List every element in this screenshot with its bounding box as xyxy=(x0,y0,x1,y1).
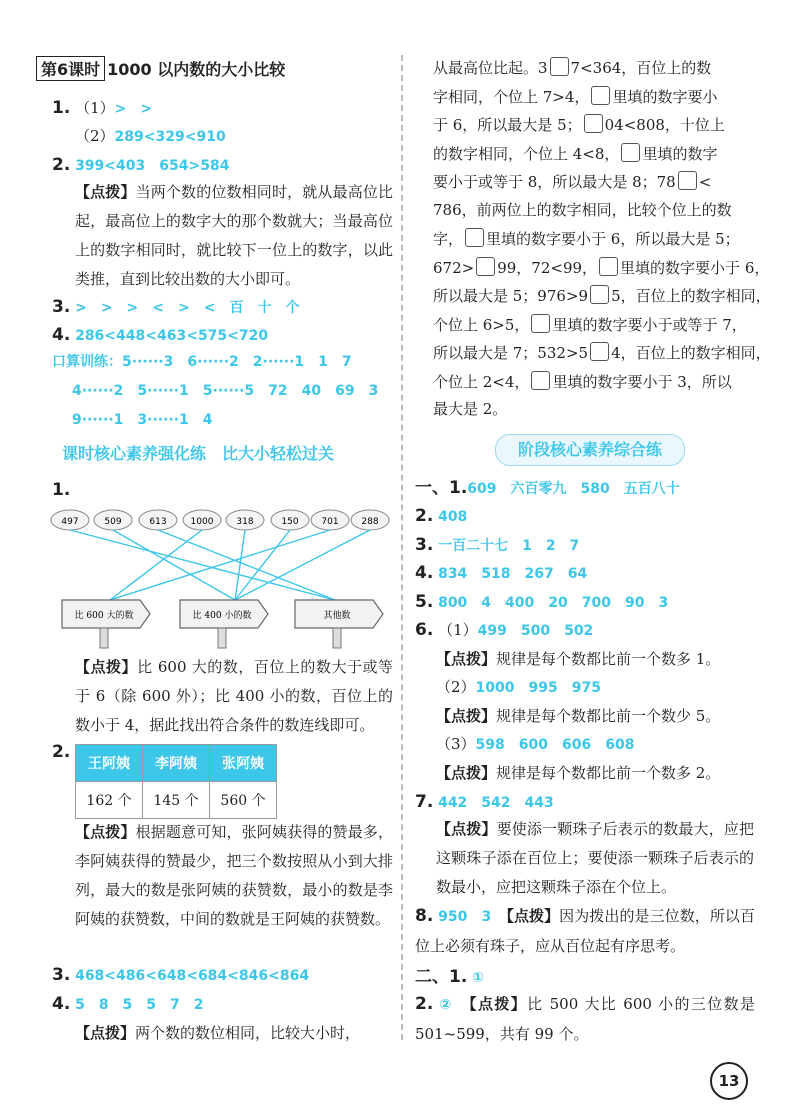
p2-number: 2. xyxy=(415,506,434,526)
p6-1-label: （1） xyxy=(438,621,478,639)
s3-answer: 468<486<648<684<846<864 xyxy=(75,968,310,984)
sign-label: 比 400 小的数 xyxy=(192,611,252,621)
q2-1-number: 二、1. xyxy=(415,967,468,987)
p5-answer: 800 4 400 20 700 90 3 xyxy=(438,595,669,611)
p7-tip xyxy=(436,815,754,902)
q2-number: 2. xyxy=(52,155,71,175)
balloon-number: 1000 xyxy=(190,517,214,527)
q2-2-answer: ② xyxy=(439,997,453,1013)
cont-line-5 xyxy=(433,171,711,192)
cont-text: 字相同，个位上 7>4， xyxy=(433,88,590,106)
balloon-number: 701 xyxy=(321,517,339,527)
p3-line xyxy=(415,535,579,556)
p3-answer: 一百二十七 1 2 7 xyxy=(438,538,580,554)
balloon-number: 318 xyxy=(236,517,254,527)
q1-line1 xyxy=(52,98,152,119)
table-header-cell: 张阿姨 xyxy=(210,745,277,782)
p6-3-tip-text: 规律是每个数都比前一个数多 2。 xyxy=(496,764,721,782)
p6-3-line xyxy=(436,734,634,755)
tip-label: 【点拨】 xyxy=(75,183,136,201)
blank-box xyxy=(531,314,550,333)
q2-2-line xyxy=(415,990,755,1049)
p6-line xyxy=(415,620,593,641)
cont-line-13: 最大是 2。 xyxy=(433,400,508,418)
p3-number: 3. xyxy=(415,535,434,555)
q2-tip xyxy=(75,178,393,294)
balloon xyxy=(51,510,89,530)
cont-text: 04<808，十位上 xyxy=(604,116,725,134)
balloon-number: 150 xyxy=(281,517,299,527)
lesson-heading: 1000 以内数的大小比较 xyxy=(107,60,286,79)
p1-number: 一、1. xyxy=(415,478,468,498)
q1-number: 1. xyxy=(52,98,71,118)
q2-2-number: 2. xyxy=(415,994,434,1014)
cont-text: 里填的数字要小于或等于 7， xyxy=(552,316,747,334)
p2-line xyxy=(415,506,467,527)
p7-number: 7. xyxy=(415,792,434,812)
p6-2-line xyxy=(436,677,601,698)
cont-text: 个位上 6>5， xyxy=(433,316,530,334)
blank-box xyxy=(590,342,609,361)
p4-answer: 834 518 267 64 xyxy=(438,566,588,582)
p6-3-answer: 598 600 606 608 xyxy=(475,737,635,753)
s3-line xyxy=(52,965,309,986)
p8-number: 8. xyxy=(415,906,434,926)
p6-1-answer: 499 500 502 xyxy=(477,623,594,639)
q4-line xyxy=(52,325,268,346)
tip-label: 【点拨】 xyxy=(469,995,528,1013)
cont-line-4 xyxy=(433,143,717,164)
s2-tip-text: 根据题意可知，张阿姨获得的赞最多，李阿姨获得的赞最少，把三个数按照从小到大排列，最大的数是张阿姨的获赞数，最小的数是李阿姨的获赞数，中间的数就是王阿姨的获赞数。 xyxy=(75,823,393,928)
cont-text: 个位上 2<4， xyxy=(433,373,530,391)
cont-text: 所以最大是 7；532>5 xyxy=(433,344,589,362)
sign-label: 其他数 xyxy=(323,611,351,621)
oral-answers-1: 5······3 6······2 2······1 1 7 xyxy=(122,354,352,370)
praise-table xyxy=(75,744,277,819)
p1-answer: 609 六百零九 580 五百八十 xyxy=(467,481,680,497)
p8-line xyxy=(415,902,755,961)
s1-tip-text: 比 600 大的数，百位上的数大于或等于 6（除 600 外）；比 400 小的数，百位上的数小于 4，据此找出符合条件的数连线即可。 xyxy=(75,658,393,734)
cont-line-11 xyxy=(433,342,771,363)
table-header-cell: 王阿姨 xyxy=(76,745,143,782)
cont-text: 里填的数字要小于 6， xyxy=(620,259,770,277)
q2-1-answer: ① xyxy=(472,970,484,986)
oral-line3: 9······1 3······1 4 xyxy=(72,412,213,428)
matching-illustration xyxy=(50,500,390,652)
s2-tip xyxy=(75,818,393,934)
cont-line-9 xyxy=(433,285,771,306)
s4-line xyxy=(52,994,204,1015)
cont-line-10 xyxy=(433,314,747,335)
p7-tip-text: 要使添一颗珠子后表示的数最大，应把这颗珠子添在百位上；要使添一颗珠子后表示的数最小，应把这颗珠子添在个位上。 xyxy=(436,820,754,896)
p6-3-tip xyxy=(436,763,720,783)
cont-text: 5，百位上的数字相同， xyxy=(611,287,771,305)
balloon-number: 509 xyxy=(104,517,122,527)
q3-number: 3. xyxy=(52,297,71,317)
balloon-number: 288 xyxy=(361,517,379,527)
s3-number: 3. xyxy=(52,965,71,985)
p5-line xyxy=(415,592,668,613)
cont-text: 里填的数字要小 xyxy=(612,88,718,106)
cont-line-1 xyxy=(433,57,711,78)
blank-box xyxy=(584,114,603,133)
blank-box xyxy=(531,371,550,390)
balloon xyxy=(311,510,349,530)
cont-text: 672> xyxy=(433,259,475,277)
p1-line xyxy=(415,478,680,499)
s4-tip-text: 两个数的数位相同，比较大小时， xyxy=(135,1024,361,1042)
tip-label: 【点拨】 xyxy=(506,907,560,925)
cont-text: 于 6，所以最大是 5； xyxy=(433,116,582,134)
q2-tip-text: 当两个数的位数相同时，就从最高位比起，最高位上的数字大的那个数就大；当最高位上的数字相同时，就比较下一位上的数字，以此类推，直到比较出数的大小即可。 xyxy=(75,183,393,288)
blank-box xyxy=(599,257,618,276)
blank-box xyxy=(621,143,640,162)
s2-line xyxy=(52,742,70,762)
p4-number: 4. xyxy=(415,563,434,583)
table-cell: 162 个 xyxy=(76,782,143,819)
table-header-cell: 李阿姨 xyxy=(143,745,210,782)
q3-line xyxy=(52,297,299,318)
q1-line2 xyxy=(75,126,226,147)
sign-board xyxy=(180,600,268,648)
oral-line2: 4······2 5······1 5······5 72 40 69 3 xyxy=(72,383,379,399)
stage-title: 阶段核心素养综合练 xyxy=(495,434,685,466)
s1-tip xyxy=(75,653,393,740)
cont-text: 里填的数字要小于 3，所以 xyxy=(552,373,732,391)
q2-answer: 399<403 654>584 xyxy=(75,158,230,174)
q1-2-answer: 289<329<910 xyxy=(114,129,226,145)
p6-2-label: （2） xyxy=(436,678,476,696)
p2-answer: 408 xyxy=(438,509,468,525)
p6-2-tip xyxy=(436,706,720,726)
tip-label: 【点拨】 xyxy=(436,650,497,668)
cont-line-12 xyxy=(433,371,732,392)
cont-text: < xyxy=(698,173,712,191)
p6-1-tip xyxy=(436,649,720,669)
q1-1-label: （1） xyxy=(75,99,115,117)
p6-3-label: （3） xyxy=(436,735,476,753)
tip-label: 【点拨】 xyxy=(75,658,138,676)
p8-answer: 950 3 xyxy=(438,909,492,925)
s4-tip xyxy=(75,1023,360,1043)
cont-line-2 xyxy=(433,86,717,107)
cont-text: 4，百位上的数字相同， xyxy=(611,344,771,362)
section-title: 课时核心素养强化练 比大小轻松过关 xyxy=(62,444,335,463)
cont-text: 从最高位比起。3 xyxy=(433,59,548,77)
blank-box xyxy=(591,86,610,105)
cont-text: 所以最大是 5；976>9 xyxy=(433,287,589,305)
sign-board xyxy=(62,600,150,648)
tip-label: 【点拨】 xyxy=(436,707,497,725)
balloon xyxy=(183,510,221,530)
page-number: 13 xyxy=(710,1062,748,1100)
cont-text: 的数字相同，个位上 4<8， xyxy=(433,145,620,163)
q1-2-label: （2） xyxy=(75,127,115,145)
q2-2-tip-text: 比 500 大比 600 小的三位数是 501~599，共有 99 个。 xyxy=(415,995,755,1043)
q2-1-line xyxy=(415,967,484,988)
lesson-number-box: 第6课时 xyxy=(36,56,105,81)
cont-line-3 xyxy=(433,114,725,135)
p6-number: 6. xyxy=(415,620,434,640)
balloon xyxy=(271,510,309,530)
s1-line xyxy=(52,480,70,500)
cont-text: 里填的数字 xyxy=(642,145,718,163)
p7-line xyxy=(415,792,554,813)
blank-box xyxy=(476,257,495,276)
tip-label: 【点拨】 xyxy=(75,1024,136,1042)
balloon xyxy=(226,510,264,530)
cont-line-7 xyxy=(433,228,740,249)
blank-box xyxy=(465,228,484,247)
tip-label: 【点拨】 xyxy=(436,764,497,782)
q3-answer: > > > < > < 百 十 个 xyxy=(75,300,300,316)
s4-number: 4. xyxy=(52,994,71,1014)
balloon-number: 613 xyxy=(149,517,167,527)
table-cell: 560 个 xyxy=(210,782,277,819)
q1-1-answer: > > xyxy=(114,101,153,117)
oral-label: 口算训练： xyxy=(52,354,122,370)
sign-label: 比 600 大的数 xyxy=(74,611,134,621)
oral-line1 xyxy=(52,352,352,372)
balloon xyxy=(351,510,389,530)
cont-text: 里填的数字要小于 6，所以最大是 5； xyxy=(486,230,740,248)
cont-text: 字， xyxy=(433,230,464,248)
q4-number: 4. xyxy=(52,325,71,345)
blank-box xyxy=(678,171,697,190)
s1-number: 1. xyxy=(52,480,71,500)
cont-line-8 xyxy=(433,257,769,278)
cont-text: 要小于或等于 8，所以最大是 8；78 xyxy=(433,173,676,191)
p7-answer: 442 542 443 xyxy=(438,795,554,811)
p6-2-tip-text: 规律是每个数都比前一个数少 5。 xyxy=(496,707,721,725)
p6-2-answer: 1000 995 975 xyxy=(475,680,601,696)
cont-text: 99，72<99， xyxy=(497,259,598,277)
column-divider xyxy=(401,55,403,1040)
s2-number: 2. xyxy=(52,742,71,762)
balloon xyxy=(94,510,132,530)
p4-line xyxy=(415,563,587,584)
blank-box xyxy=(590,285,609,304)
q4-answer: 286<448<463<575<720 xyxy=(75,328,269,344)
p6-1-tip-text: 规律是每个数都比前一个数多 1。 xyxy=(496,650,721,668)
p5-number: 5. xyxy=(415,592,434,612)
tip-label: 【点拨】 xyxy=(436,820,497,838)
p8-tip-text: 因为拨出的是三位数，所以百位上必须有珠子，应从百位起有序思考。 xyxy=(415,907,755,955)
balloon-number: 497 xyxy=(61,517,79,527)
blank-box xyxy=(550,57,569,76)
sign-board xyxy=(295,600,383,648)
cont-line-6: 786，前两位上的数字相同，比较个位上的数 xyxy=(433,201,732,219)
s4-answer: 5 8 5 5 7 2 xyxy=(75,997,204,1013)
lesson-title xyxy=(36,56,285,81)
balloon xyxy=(139,510,177,530)
tip-label: 【点拨】 xyxy=(75,823,136,841)
table-cell: 145 个 xyxy=(143,782,210,819)
cont-text: 7<364，百位上的数 xyxy=(570,59,712,77)
q2-line xyxy=(52,155,229,176)
